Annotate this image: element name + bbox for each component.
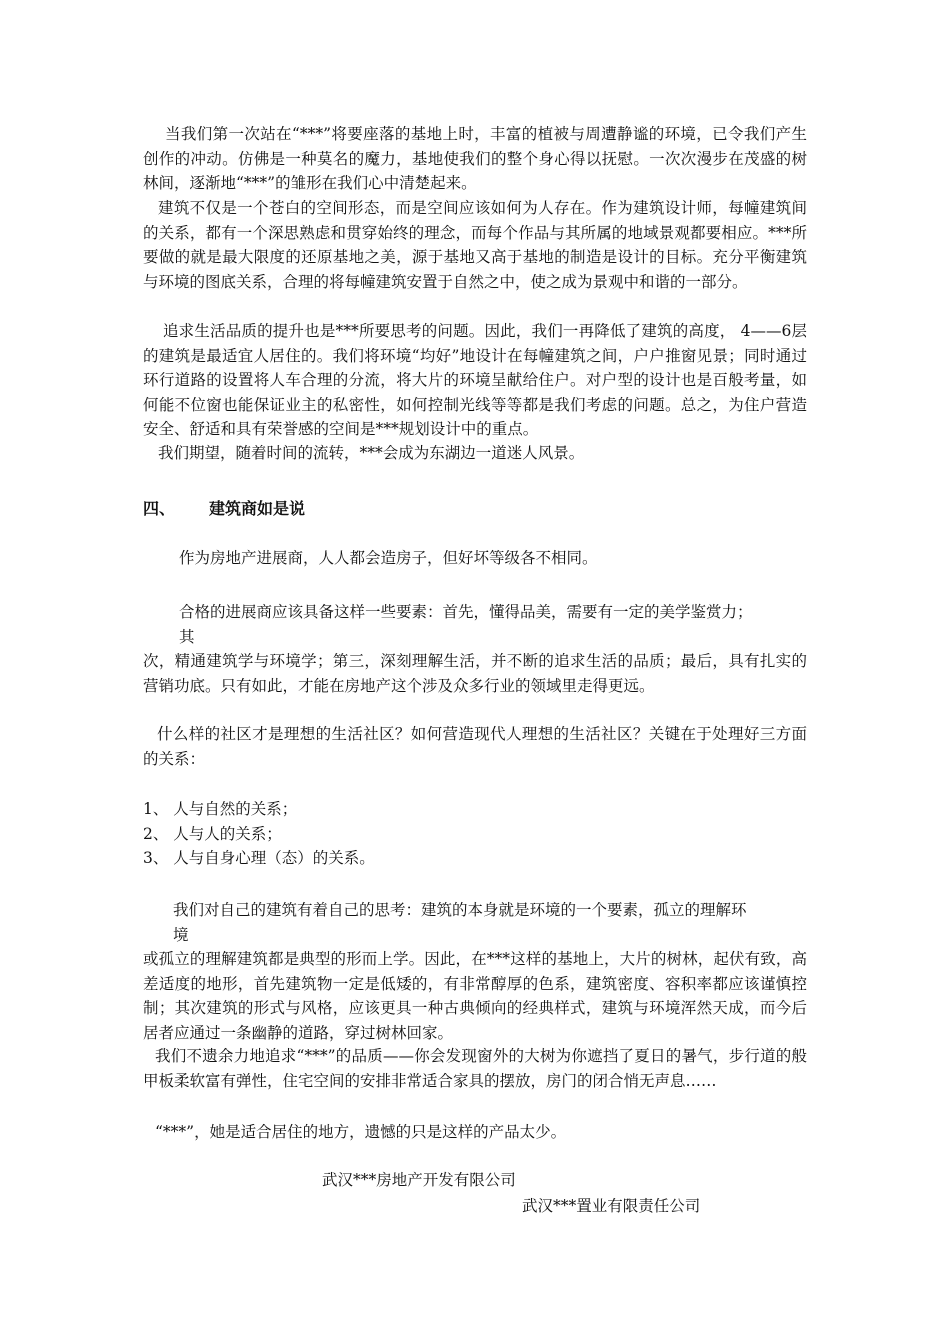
paragraph-conclusion: “***”，她是适合居住的地方，遗憾的只是这样的产品太少。	[155, 1123, 567, 1141]
paragraph-ideal-community: 什么样的社区才是理想的生活社区？如何营造现代人理想的生活社区？关键在于处理好三方面的关系：	[143, 725, 807, 768]
signature-developer: 武汉***房地产开发有限公司	[322, 1171, 516, 1189]
list-item: 2、 人与人的关系；	[143, 824, 282, 843]
paragraph-architecture-philosophy: 建筑不仅是一个苍白的空间形态，而是空间应该如何为人存在。作为建筑设计师，每幢建筑间的关系，都有一个深思熟虑和贯穿始终的理念，而每个作品与其所属的地域景观都要相应。***所要做的就是最大限度的还原基地之美，源于基地又高于基地的制造是设计的目标。充分平衡建筑与环境的图底关系，合理的将每幢建筑安置于自然之中，使之成为景观中和谐的一部分。	[143, 199, 807, 291]
thinking-line-2: 境	[173, 925, 189, 944]
paragraph-developer-requirements	[143, 600, 807, 698]
paragraph-architecture-thinking	[143, 898, 807, 1045]
paragraph-developer-intro: 作为房地产进展商，人人都会造房子，但好坏等级各不相同。	[179, 549, 598, 567]
thinking-rest: 或孤立的理解建筑都是典型的形而上学。因此，在***这样的基地上，大片的树林，起伏有致，高差适度的地形，首先建筑物一定是低矮的，有非常醇厚的色系，建筑密度、容积率都应该谨慎控制；其次建筑的形式与风格，应该更具一种古典倾向的经典样式，建筑与环境浑然天成，而今后居者应通过一条幽静的道路，穿过树林回家。	[143, 950, 807, 1042]
thinking-line-1: 我们对自己的建筑有着自己的思考：建筑的本身就是环境的一个要素，孤立的理解环	[173, 901, 747, 919]
signature-property-company: 武汉***置业有限责任公司	[522, 1197, 701, 1215]
list-item: 1、 人与自然的关系；	[143, 800, 298, 818]
paragraph-site-first-visit: 当我们第一次站在“***”将要座落的基地上时，丰富的植被与周遭静谧的环境，已令我们产生创作的冲动。仿佛是一种莫名的魔力，基地使我们的整个身心得以抚慰。一次次漫步在茂盛的树林间，逐渐地“***”的雏形在我们心中清楚起来。	[143, 125, 807, 192]
requirements-line-1: 合格的进展商应该具备这样一些要素：首先，懂得品美，需要有一定的美学鉴赏力；	[179, 603, 753, 621]
list-item: 3、 人与自身心理（态）的关系。	[143, 849, 375, 867]
section-number: 四、	[143, 499, 176, 518]
requirements-rest: 次，精通建筑学与环境学；第三，深刻理解生活，并不断的追求生活的品质；最后，具有扎实的营销功底。只有如此，才能在房地产这个涉及众多行业的领域里走得更远。	[143, 652, 807, 695]
relationship-list	[143, 797, 807, 871]
paragraph-hope: 我们期望，随着时间的流转，***会成为东湖边一道迷人风景。	[158, 444, 585, 462]
section-title: 建筑商如是说	[209, 499, 306, 518]
paragraph-pursuit-of-quality: 我们不遗余力地追求“***”的品质——你会发现窗外的大树为你遮挡了夏日的暑气，步行道的般甲板柔软富有弹性，住宅空间的安排非常适合家具的摆放，房门的闭合悄无声息……	[143, 1047, 807, 1090]
paragraph-quality-of-life: 追求生活品质的提升也是***所要思考的问题。因此，我们一再降低了建筑的高度， 4——6层的建筑是最适宜人居住的。我们将环境“均好”地设计在每幢建筑之间，户户推窗见景；同时通过环行道路的设置将人车合理的分流，将大片的环境呈献给住户。对户型的设计也是百般考量，如何能不位窗也能保证业主的私密性，如何控制光线等等都是我们考虑的问题。总之，为住户营造安全、舒适和具有荣誉感的空间是***规划设计中的重点。	[143, 322, 807, 438]
requirements-line-2: 其	[179, 627, 195, 646]
section-heading	[143, 496, 305, 519]
